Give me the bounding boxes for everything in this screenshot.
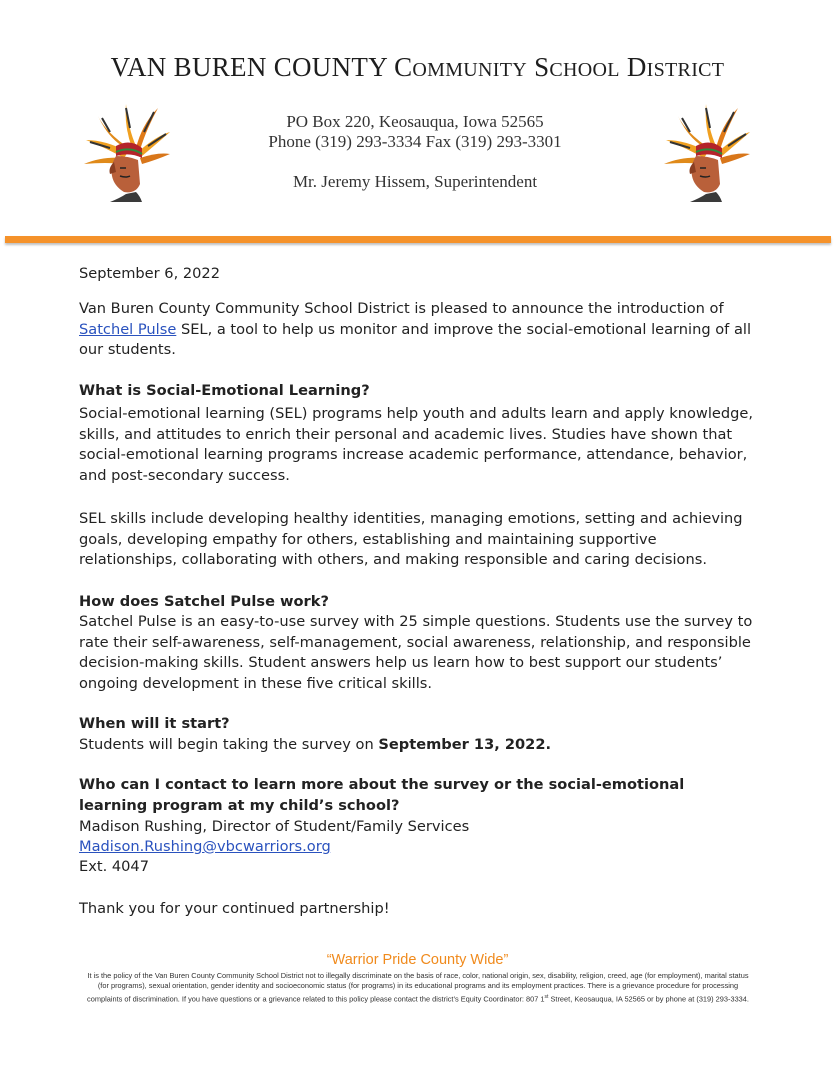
nondiscrimination-policy: It is the policy of the Van Buren County Community School District not to illegally discriminate on the basis of race, color, national origin, sex, disability, religion, creed, age (for employment), marital status (for programs), sexual orientation, gender identity and socioeconomic status (for programs) in its educational programs and its employment practices. There is a grievance procedure for processing complaints of discrimination. If you have questions or a grievance related to this policy please contact the district’s Equity Coordinator: 807 1st Street, Keosauqua, IA 52565 or by phone at (319) 293-3334. <box>87 971 749 1004</box>
satchel-pulse-link[interactable]: Satchel Pulse <box>79 320 177 338</box>
header-divider <box>5 236 831 243</box>
contact-email-line <box>79 837 759 858</box>
contact-name: Madison Rushing, Director of Student/Family Services <box>79 818 470 835</box>
section-heading-when: When will it start? <box>79 715 230 732</box>
superintendent-name: Mr. Jeremy Hissem, Superintendent <box>292 172 538 191</box>
closing-line: Thank you for your continued partnership! <box>79 900 390 917</box>
section-heading-contact: Who can I contact to learn more about the survey or the social-emotional learning program at my child’s school? <box>79 776 685 814</box>
intro-paragraph: Van Buren County Community School District is pleased to announce the introduction of Satchel Pulse SEL, a tool to help us monitor and improve the social-emotional learning of all our students. <box>79 300 752 359</box>
title-caps: VAN BUREN COUNTY <box>110 52 387 82</box>
sel-paragraph-2: SEL skills include developing healthy identities, managing emotions, setting and achieving goals, developing empathy for others, establishing and maintaining supportive relationships, collaborating with others, and making responsible and caring decisions. <box>79 510 743 569</box>
contact-extension: Ext. 4047 <box>79 858 149 875</box>
when-paragraph: Students will begin taking the survey on September 13, 2022. <box>79 736 552 753</box>
letter-date: September 6, 2022 <box>79 265 221 282</box>
survey-start-date: September 13, 2022. <box>378 736 552 753</box>
district-phone: Phone (319) 293-3334 Fax (319) 293-3301 <box>268 132 562 151</box>
district-title: VAN BUREN COUNTY COMMUNITY SCHOOL DISTRICT <box>110 52 725 82</box>
district-motto: “Warrior Pride County Wide” <box>326 952 509 968</box>
section-heading-how: How does Satchel Pulse work? <box>79 593 329 610</box>
district-address: PO Box 220, Keosauqua, Iowa 52565 <box>286 112 544 131</box>
mascot-logo-right <box>660 102 750 202</box>
mascot-logo-left <box>80 102 170 202</box>
sel-paragraph-1: Social-emotional learning (SEL) programs help youth and adults learn and apply knowledge, skills, and attitudes to enrich their personal and academic lives. Studies have shown that social-emotional learning programs increase academic performance, attendance, behavior, and post-secondary success. <box>79 405 754 484</box>
contact-email-link[interactable]: Madison.Rushing@vbcwarriors.org <box>79 838 331 855</box>
how-paragraph: Satchel Pulse is an easy-to-use survey with 25 simple questions. Students use the survey to rate their self-awareness, self-management, social awareness, relationship, and responsible decision-making skills. Student answers help us learn how to best support our students’ ongoing development in these five critical skills. <box>79 613 753 692</box>
section-heading-sel: What is Social-Emotional Learning? <box>79 382 370 399</box>
